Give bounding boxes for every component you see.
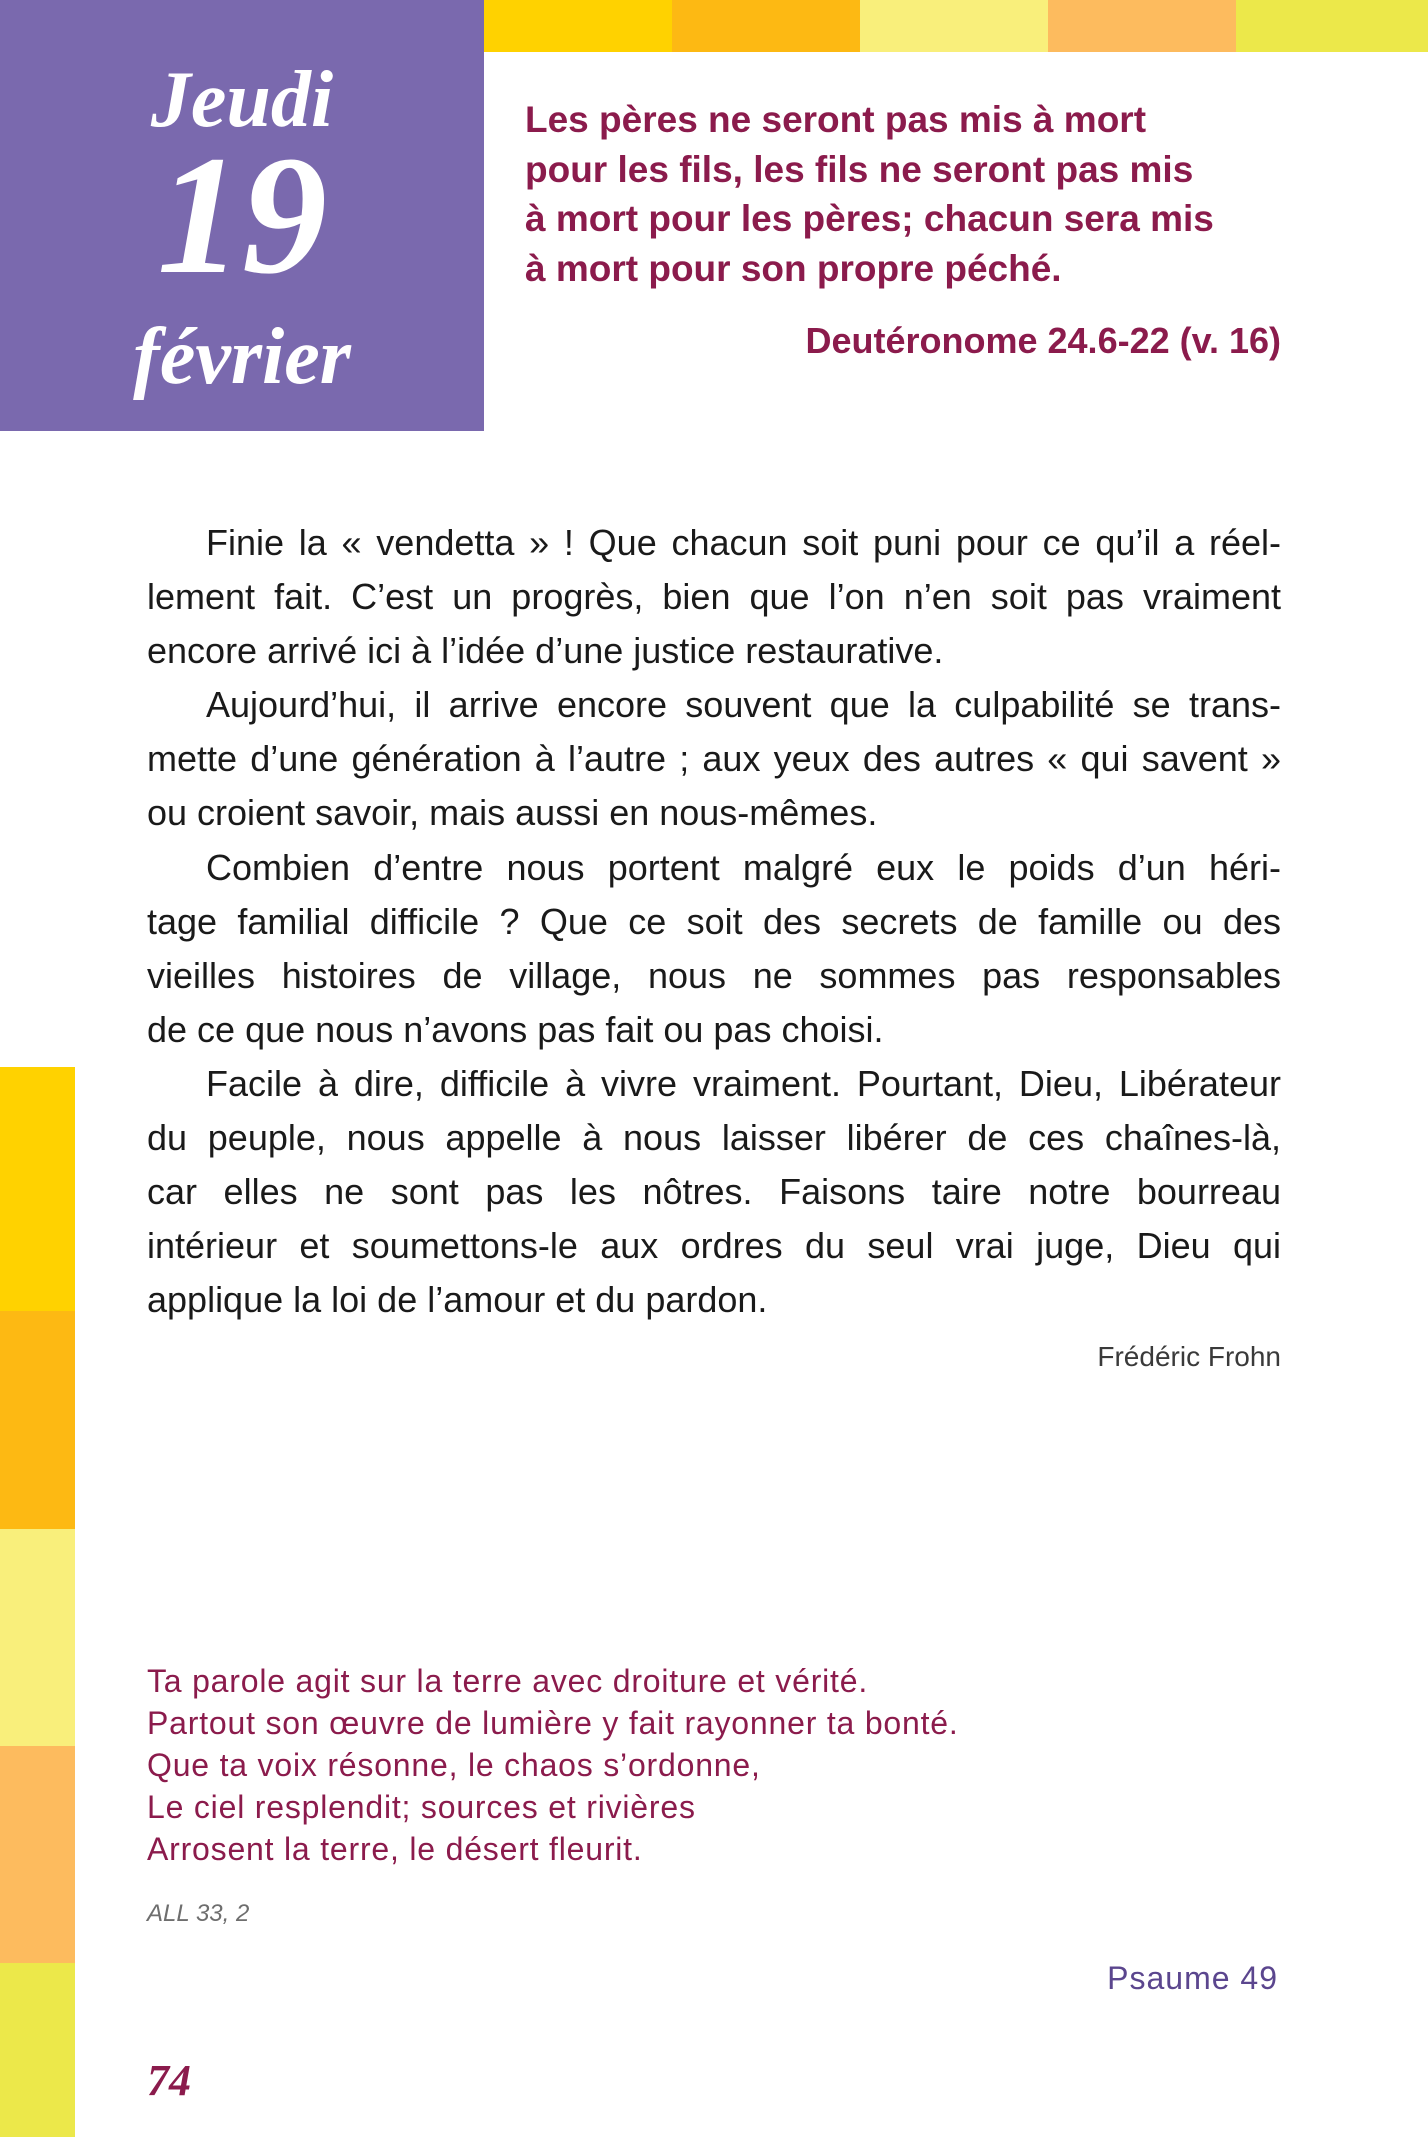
bible-verse <box>525 95 1214 293</box>
author-signature: Frédéric Frohn <box>1097 1341 1281 1372</box>
verse-line: à mort pour les pères; chacun sera mis <box>525 198 1214 239</box>
meditation-line: Finie la « vendetta » ! Que chacun soit puni pour ce qu’il a réel- <box>206 522 1281 563</box>
meditation-line: car elles ne sont pas les nôtres. Faisons taire notre bourreau <box>147 1171 1281 1213</box>
color-strip-left-pale-yellow <box>0 1529 75 1746</box>
meditation-line: intérieur et soumettons-le aux ordres du seul vrai juge, Dieu qui <box>147 1225 1281 1267</box>
hymn-source: ALL 33, 2 <box>147 1900 250 1927</box>
page-number: 74 <box>147 2056 191 2105</box>
hymn-line: Que ta voix résonne, le chaos s’ordonne, <box>147 1747 761 1783</box>
hymn-line: Arrosent la terre, le désert fleurit. <box>147 1831 643 1867</box>
hymn-line: Le ciel resplendit; sources et rivières <box>147 1789 696 1825</box>
color-strip-left-yellow <box>0 1067 75 1311</box>
color-strip-top-orange <box>672 0 860 52</box>
verse-line: pour les fils, les fils ne seront pas mis <box>525 148 1194 190</box>
meditation-text <box>147 516 1281 1327</box>
meditation-line: Aujourd’hui, il arrive encore souvent que la culpabilité se trans- <box>206 684 1281 726</box>
meditation-line: de ce que nous n’avons pas fait ou pas choisi. <box>147 1008 884 1050</box>
meditation-line: mette d’une génération à l’autre ; aux yeux des autres « qui savent » <box>147 738 1281 780</box>
color-strip-left-orange <box>0 1311 75 1529</box>
date-panel <box>0 0 484 431</box>
date-day: 19 <box>157 121 327 309</box>
hymn-line: Ta parole agit sur la terre avec droiture et vérité. <box>147 1663 869 1699</box>
date-month: février <box>133 313 351 401</box>
date-weekday: Jeudi <box>150 56 334 144</box>
meditation-line: encore arrivé ici à l’idée d’une justice restaurative. <box>147 630 944 672</box>
color-strip-left-peach <box>0 1746 75 1963</box>
color-strip-top-yellow <box>484 0 672 52</box>
verse-line: à mort pour son propre péché. <box>525 247 1062 289</box>
psalm-reference: Psaume 49 <box>1107 1960 1278 1996</box>
meditation-line: applique la loi de l’amour et du pardon. <box>147 1279 768 1321</box>
meditation-line: Combien d’entre nous portent malgré eux le poids d’un héri- <box>206 846 1281 888</box>
color-strip-top-pale-yellow <box>860 0 1048 52</box>
color-strip-top-peach <box>1048 0 1236 52</box>
meditation-line: du peuple, nous appelle à nous laisser libérer de ces chaînes-là, <box>147 1117 1281 1159</box>
meditation-line: tage familial difficile ? Que ce soit des secrets de famille ou des <box>147 900 1281 942</box>
meditation-line: Facile à dire, difficile à vivre vraiment. Pourtant, Dieu, Libérateur <box>206 1062 1281 1104</box>
meditation-line: lement fait. C’est un progrès, bien que l’on n’en soit pas vraiment <box>147 576 1281 618</box>
verse-line: Les pères ne seront pas mis à mort <box>525 99 1147 140</box>
meditation-line: vieilles histoires de village, nous ne sommes pas responsables <box>147 954 1281 996</box>
meditation-line: ou croient savoir, mais aussi en nous-mêmes. <box>147 792 878 834</box>
color-strip-top-lime <box>1236 0 1428 52</box>
verse-reference: Deutéronome 24.6-22 (v. 16) <box>805 320 1281 361</box>
hymn-line: Partout son œuvre de lumière y fait rayonner ta bonté. <box>147 1705 959 1741</box>
hymn-verse <box>147 1660 959 1870</box>
color-strip-left-lime <box>0 1963 75 2137</box>
